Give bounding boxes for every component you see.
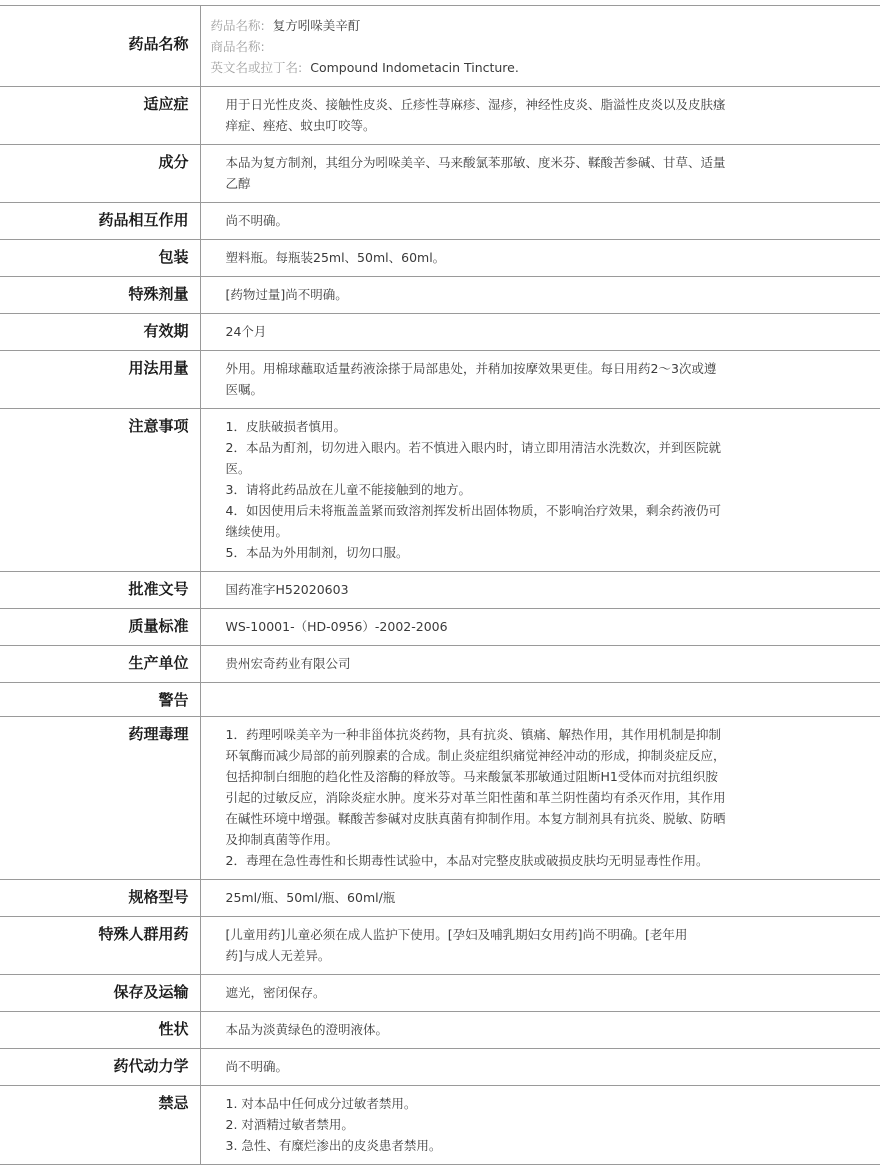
row-label: 成分: [0, 145, 200, 203]
table-row: [0, 314, 880, 351]
row-value: [200, 351, 880, 409]
value-line: 2．本品为酊剂，切勿进入眼内。若不慎进入眼内时，请立即用清洁水洗数次，并到医院就: [225, 440, 721, 455]
value-line: 用于日光性皮炎、接触性皮炎、丘疹性荨麻疹、湿疹，神经性皮炎、脂溢性皮炎以及皮肤瘙: [225, 97, 726, 112]
drug-info-table-body: [0, 6, 880, 1165]
row-label: 特殊剂量: [0, 277, 200, 314]
row-label: 用法用量: [0, 351, 200, 409]
value-line: 在碱性环境中增强。鞣酸苦参碱对皮肤真菌有抑制作用。本复方制剂具有抗炎、脱敏、防晒: [225, 811, 726, 826]
row-value: [200, 572, 880, 609]
table-row: [0, 917, 880, 975]
value-line: 医嘱。: [225, 382, 264, 397]
row-label: 有效期: [0, 314, 200, 351]
table-row: [0, 1012, 880, 1049]
value-line: 遮光，密闭保存。: [225, 985, 326, 1000]
row-value: [200, 646, 880, 683]
row-label: 药理毒理: [0, 717, 200, 880]
value-line: 5．本品为外用制剂，切勿口服。: [225, 545, 409, 560]
table-row: [0, 145, 880, 203]
drug-info-table: [0, 5, 880, 1165]
value-line: 本品为淡黄绿色的澄明液体。: [225, 1022, 389, 1037]
value-line: [儿童用药]儿童必须在成人监护下使用。[孕妇及哺乳期妇女用药]尚不明确。[老年用: [225, 927, 688, 942]
generic-name-line: [211, 15, 789, 36]
table-row: [0, 87, 880, 145]
value-line: 1．药理吲哚美辛为一种非甾体抗炎药物，具有抗炎、镇痛、解热作用，其作用机制是抑制: [225, 727, 721, 742]
english-name-label: 英文名或拉丁名:: [210, 60, 303, 75]
table-row: [0, 572, 880, 609]
row-value: [200, 683, 880, 717]
value-line: 4．如因使用后未将瓶盖盖紧而致溶剂挥发析出固体物质，不影响治疗效果，剩余药液仍可: [225, 503, 721, 518]
row-label: 警告: [0, 683, 200, 717]
row-value: [200, 1049, 880, 1086]
table-row: [0, 203, 880, 240]
table-row: [0, 683, 880, 717]
table-row: [0, 240, 880, 277]
row-label: 特殊人群用药: [0, 917, 200, 975]
row-label: 药代动力学: [0, 1049, 200, 1086]
row-drug-name: [0, 6, 880, 87]
row-label: 药品名称: [0, 6, 200, 87]
value-line: 环氧酶而减少局部的前列腺素的合成。制止炎症组织痛觉神经冲动的形成，抑制炎症反应，: [225, 748, 726, 763]
row-value: [200, 409, 880, 572]
value-line: [药物过量]尚不明确。: [225, 287, 348, 302]
value-line: 痒症、痤疮、蚊虫叮咬等。: [225, 118, 376, 133]
value-line: WS-10001-（HD-0956）-2002-2006: [225, 619, 448, 634]
value-line: 24个月: [225, 324, 267, 339]
drug-names-cell: [200, 6, 880, 87]
row-value: [200, 314, 880, 351]
row-value: [200, 240, 880, 277]
table-row: [0, 609, 880, 646]
english-name-value: Compound Indometacin Tincture.: [310, 60, 519, 75]
row-value: [200, 1086, 880, 1165]
row-value: [200, 717, 880, 880]
trade-name-label: 商品名称:: [210, 39, 265, 54]
row-value: [200, 203, 880, 240]
generic-name-label: 药品名称:: [210, 18, 265, 33]
value-line: 引起的过敏反应，消除炎症水肿。度米芬对革兰阳性菌和革兰阴性菌均有杀灭作用，其作用: [225, 790, 726, 805]
value-line: 1. 对本品中任何成分过敏者禁用。: [225, 1096, 417, 1111]
value-line: 医。: [225, 461, 251, 476]
value-line: 及抑制真菌等作用。: [225, 832, 339, 847]
row-label: 保存及运输: [0, 975, 200, 1012]
row-label: 性状: [0, 1012, 200, 1049]
value-line: 2．毒理在急性毒性和长期毒性试验中，本品对完整皮肤或破损皮肤均无明显毒性作用。: [225, 853, 709, 868]
value-line: 包括抑制白细胞的趋化性及溶酶的释放等。马来酸氯苯那敏通过阻断H1受体而对抗组织胺: [225, 769, 718, 784]
row-value: [200, 87, 880, 145]
table-row: [0, 1086, 880, 1165]
row-value: [200, 975, 880, 1012]
row-value: [200, 917, 880, 975]
value-line: 塑料瓶。每瓶装25ml、50ml、60ml。: [225, 250, 446, 265]
table-row: [0, 880, 880, 917]
table-row: [0, 646, 880, 683]
value-line: 外用。用棉球蘸取适量药液涂搽于局部患处，并稍加按摩效果更佳。每日用药2～3次或遵: [225, 361, 717, 376]
value-line: 继续使用。: [225, 524, 289, 539]
row-label: 质量标准: [0, 609, 200, 646]
value-line: 乙醇: [225, 176, 251, 191]
table-row: [0, 717, 880, 880]
row-value: [200, 277, 880, 314]
row-label: 药品相互作用: [0, 203, 200, 240]
generic-name-value: 复方吲哚美辛酊: [272, 18, 361, 33]
value-line: 3. 急性、有糜烂渗出的皮炎患者禁用。: [225, 1138, 442, 1153]
row-value: [200, 145, 880, 203]
table-row: [0, 351, 880, 409]
row-label: 批准文号: [0, 572, 200, 609]
table-row: [0, 277, 880, 314]
table-row: [0, 975, 880, 1012]
english-name-line: [211, 57, 789, 78]
row-value: [200, 880, 880, 917]
value-line: 贵州宏奇药业有限公司: [225, 656, 351, 671]
row-label: 注意事项: [0, 409, 200, 572]
value-line: 2. 对酒精过敏者禁用。: [225, 1117, 354, 1132]
value-line: 尚不明确。: [225, 1059, 289, 1074]
value-line: 1．皮肤破损者慎用。: [225, 419, 346, 434]
row-label: 包装: [0, 240, 200, 277]
value-line: 尚不明确。: [225, 213, 289, 228]
value-line: 25ml/瓶、50ml/瓶、60ml/瓶: [225, 890, 396, 905]
value-line: 药]与成人无差异。: [225, 948, 331, 963]
value-line: 3．请将此药品放在儿童不能接触到的地方。: [225, 482, 471, 497]
drug-info-sheet: [0, 5, 880, 1165]
value-line: 国药准字H52020603: [225, 582, 349, 597]
row-value: [200, 609, 880, 646]
table-row: [0, 409, 880, 572]
trade-name-line: [211, 36, 789, 57]
row-value: [200, 1012, 880, 1049]
value-line: 本品为复方制剂，其组分为吲哚美辛、马来酸氯苯那敏、度米芬、鞣酸苦参碱、甘草、适量: [225, 155, 726, 170]
row-label: 禁忌: [0, 1086, 200, 1165]
row-label: 规格型号: [0, 880, 200, 917]
row-label: 适应症: [0, 87, 200, 145]
table-row: [0, 1049, 880, 1086]
row-label: 生产单位: [0, 646, 200, 683]
